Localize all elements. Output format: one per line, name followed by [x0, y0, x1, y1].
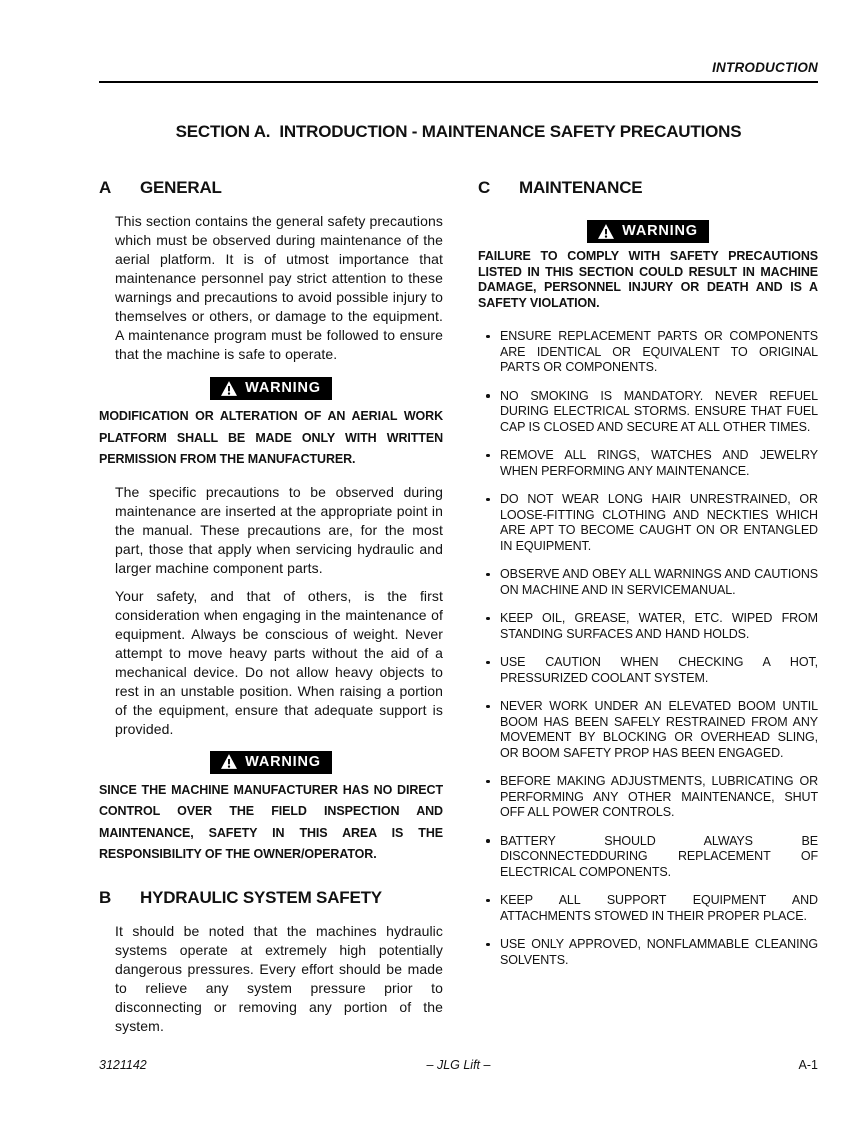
left-column	[99, 178, 443, 1036]
paragraph: The specific precautions to be observed during maintenance are inserted at the appropriate point in the manual. These precautions are, for the most part, those that apply when servicing hydraulic and larger machine component parts.	[115, 483, 443, 576]
list-item	[486, 774, 818, 821]
section-title: GENERAL	[140, 178, 222, 197]
list-item	[486, 611, 818, 642]
warning-triangle-icon	[598, 224, 614, 239]
bullet-text: REMOVE ALL RINGS, WATCHES AND JEWELRY WHEN PERFORMING ANY MAINTENANCE.	[500, 448, 818, 478]
warning-banner	[587, 220, 709, 243]
bullet-icon	[486, 335, 490, 339]
warning-triangle-icon	[221, 381, 237, 396]
bullet-icon	[486, 899, 490, 903]
list-item	[486, 448, 818, 479]
warning-banner	[210, 377, 332, 400]
section-letter: C	[478, 178, 491, 197]
bullet-icon	[486, 780, 490, 784]
bullet-icon	[486, 498, 490, 502]
bullet-icon	[486, 705, 490, 709]
bullet-text: OBSERVE AND OBEY ALL WARNINGS AND CAUTIONS ON MACHINE AND IN SERVICEMANUAL.	[500, 567, 818, 597]
footer-page-number: A-1	[798, 1058, 818, 1072]
section-title: HYDRAULIC SYSTEM SAFETY	[140, 887, 382, 907]
warning-text: FAILURE TO COMPLY WITH SAFETY PRECAUTIONS LISTED IN THIS SECTION COULD RESULT IN MACHINE DAMAGE, PERSONNEL INJURY OR DEATH AND IS A SAFETY VIOLATION.	[478, 249, 818, 310]
warning-text: SINCE THE MACHINE MANUFACTURER HAS NO DIRECT CONTROL OVER THE FIELD INSPECTION AND MAINTENANCE, SAFETY IN THIS AREA IS THE RESPONSIBILITY OF THE OWNER/OPERATOR.	[99, 782, 443, 861]
warning-triangle-icon	[221, 754, 237, 769]
paragraph: This section contains the general safety precautions which must be observed during maintenance of the aerial platform. It is of utmost importance that maintenance personnel pay strict attention to these warnings and precautions to avoid possible injury to themselves or others, or damage to the equipment. A maintenance program must be followed to ensure that the machine is safe to operate.	[115, 213, 443, 362]
bullet-text: USE CAUTION WHEN CHECKING A HOT, PRESSURIZED COOLANT SYSTEM.	[500, 655, 818, 685]
warning-label: WARNING	[245, 380, 321, 396]
right-column	[478, 178, 818, 1036]
bullet-text: DO NOT WEAR LONG HAIR UNRESTRAINED, OR LOOSE-FITTING CLOTHING AND NECKTIES WHICH ARE APT TO BECOME CAUGHT ON OR ENTANGLED IN EQUIPMENT.	[500, 492, 818, 553]
bullet-text: KEEP ALL SUPPORT EQUIPMENT AND ATTACHMENTS STOWED IN THEIR PROPER PLACE.	[500, 893, 818, 923]
running-header: INTRODUCTION	[99, 60, 818, 83]
section-heading-general	[99, 178, 443, 197]
section-heading-hydraulic-system-safety	[99, 888, 443, 907]
warning-label: WARNING	[245, 753, 321, 770]
bullet-text: NO SMOKING IS MANDATORY. NEVER REFUEL DURING ELECTRICAL STORMS. ENSURE THAT FUEL CAP IS CLOSED AND SECURE AT ALL OTHER TIMES.	[500, 388, 818, 434]
paragraph: Your safety, and that of others, is the first consideration when engaging in the maintenance of equipment. Always be conscious of weight. Never attempt to move heavy parts without the aid of a mechanical device. Do not allow heavy objects to rest in an unstable position. When raising a portion of the equipment, ensure that adequate support is provided.	[115, 587, 443, 737]
bullet-text: BEFORE MAKING ADJUSTMENTS, LUBRICATING OR PERFORMING ANY OTHER MAINTENANCE, SHUT OFF ALL POWER CONTROLS.	[500, 774, 818, 819]
bullet-icon	[486, 454, 490, 458]
bullet-text: NEVER WORK UNDER AN ELEVATED BOOM UNTIL BOOM HAS BEEN SAFELY RESTRAINED FROM ANY MOVEMENT BY BLOCKING OR OVERHEAD SLING, OR BOOM SAFETY PROP HAS BEEN ENGAGED.	[500, 699, 818, 760]
list-item	[486, 329, 818, 376]
list-item	[486, 834, 818, 881]
warning-banner	[210, 751, 332, 774]
bullet-icon	[486, 573, 490, 577]
bullet-icon	[486, 661, 490, 665]
list-item	[486, 492, 818, 554]
maintenance-precaution-list	[486, 329, 818, 968]
section-heading-maintenance	[478, 178, 818, 197]
section-letter: B	[99, 887, 112, 907]
bullet-text: ENSURE REPLACEMENT PARTS OR COMPONENTS ARE IDENTICAL OR EQUIVALENT TO ORIGINAL PARTS OR COMPONENTS.	[500, 329, 818, 374]
bullet-icon	[486, 839, 490, 843]
bullet-text: USE ONLY APPROVED, NONFLAMMABLE CLEANING SOLVENTS.	[500, 937, 818, 967]
warning-text: MODIFICATION OR ALTERATION OF AN AERIAL WORK PLATFORM SHALL BE MADE ONLY WITH WRITTEN PERMISSION FROM THE MANUFACTURER.	[99, 409, 443, 466]
list-item	[486, 937, 818, 968]
list-item	[486, 389, 818, 436]
two-column-layout	[99, 178, 818, 1036]
paragraph: It should be noted that the machines hydraulic systems operate at extremely high potentially dangerous pressures. Every effort should be made to relieve any system pressure prior to disconnecting or removing any portion of the system.	[115, 922, 443, 1034]
list-item	[486, 893, 818, 924]
bullet-icon	[486, 617, 490, 621]
footer-part-number: 3121142	[99, 1058, 147, 1072]
page-title: SECTION A. INTRODUCTION - MAINTENANCE SAFETY PRECAUTIONS	[175, 122, 742, 141]
section-title: MAINTENANCE	[519, 178, 643, 197]
bullet-icon	[486, 394, 490, 398]
section-letter: A	[99, 178, 112, 197]
warning-label: WARNING	[622, 223, 698, 239]
list-item	[486, 567, 818, 598]
bullet-icon	[486, 943, 490, 947]
list-item	[486, 655, 818, 686]
bullet-text: BATTERY SHOULD ALWAYS BE DISCONNECTEDDURING REPLACEMENT OF ELECTRICAL COMPONENTS.	[500, 833, 818, 879]
bullet-text: KEEP OIL, GREASE, WATER, ETC. WIPED FROM STANDING SURFACES AND HAND HOLDS.	[500, 611, 818, 641]
list-item	[486, 699, 818, 761]
footer-center-label: – JLG Lift –	[426, 1058, 491, 1072]
